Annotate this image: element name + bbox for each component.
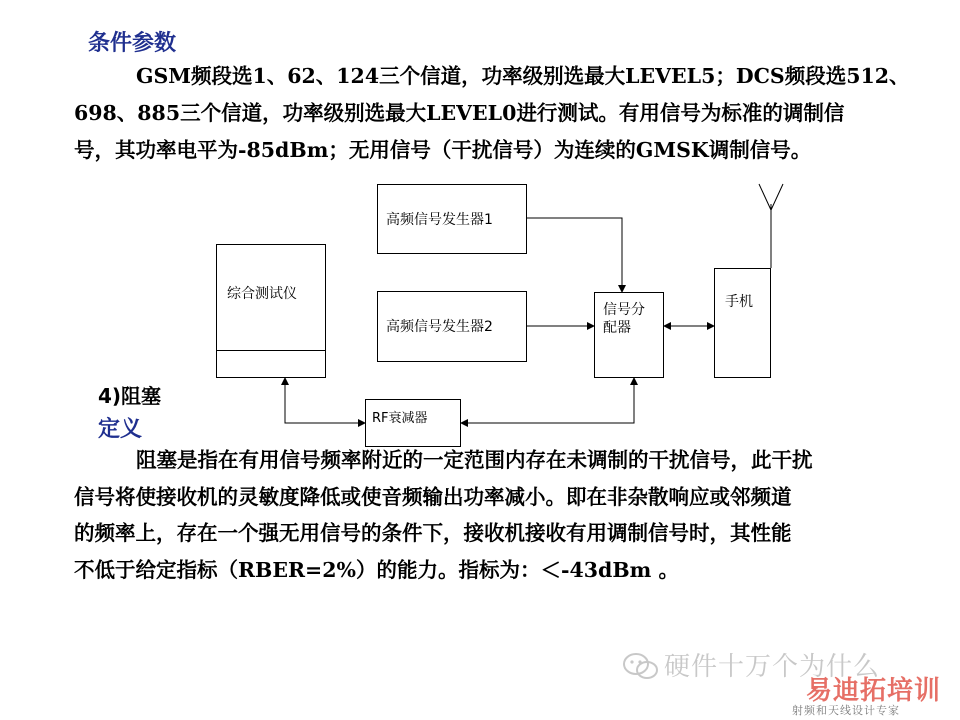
brand-logo: 易迪拓培训 [806, 676, 942, 706]
blocking-paragraph [74, 442, 934, 588]
generator-1-label: 高频信号发生器1 [386, 212, 493, 228]
rf-attenuator-box [365, 399, 461, 447]
conditions-line-1: GSM频段选1、62、124三个信道，功率级别选最大LEVEL5；DCS频段选512、 [136, 64, 910, 88]
tester-label: 综合测试仪 [227, 286, 297, 302]
generator-2-label: 高频信号发生器2 [386, 319, 493, 335]
attenuator-splitter-line [461, 378, 634, 423]
gen1-to-splitter-line [527, 218, 622, 292]
blocking-line-1: 阻塞是指在有用信号频率附近的一定范围内存在未调制的干扰信号，此干扰 [136, 448, 813, 472]
attenuator-label: RF衰减器 [372, 411, 428, 426]
antenna-icon [759, 184, 783, 268]
rf-generator-2-box [377, 291, 527, 362]
blocking-line-2: 信号将使接收机的灵敏度降低或使音频输出功率减小。即在非杂散响应或邻频道 [74, 484, 792, 509]
splitter-label-2: 配器 [603, 320, 631, 336]
brand-tagline: 射频和天线设计专家 [792, 704, 900, 717]
blocking-line-3: 的频率上，存在一个强无用信号的条件下，接收机接收有用调制信号时，其性能 [74, 521, 792, 545]
blocking-title: 4)阻塞 [98, 384, 162, 408]
signal-splitter-box [594, 292, 664, 378]
tester-attenuator-line [285, 378, 365, 423]
tester-divider [217, 350, 325, 351]
integrated-tester-box [216, 244, 326, 378]
conditions-line-3: 号，其功率电平为-85dBm；无用信号（干扰信号）为连续的GMSK调制信号。 [74, 138, 812, 162]
phone-box [714, 268, 771, 378]
blocking-line-4: 不低于给定指标（RBER=2%）的能力。指标为：＜-43dBm 。 [74, 557, 679, 582]
conditions-line-2: 698、885三个信道，功率级别选最大LEVEL0进行测试。有用信号为标准的调制信 [74, 101, 845, 125]
splitter-label-1: 信号分 [603, 302, 645, 318]
wechat-icon [622, 652, 660, 682]
watermark-text: 硬件十万个为什么 [664, 652, 881, 682]
rf-generator-1-box [377, 184, 527, 254]
conditions-heading: 条件参数 [88, 31, 177, 56]
definition-heading: 定义 [98, 417, 143, 442]
phone-label: 手机 [725, 294, 753, 310]
